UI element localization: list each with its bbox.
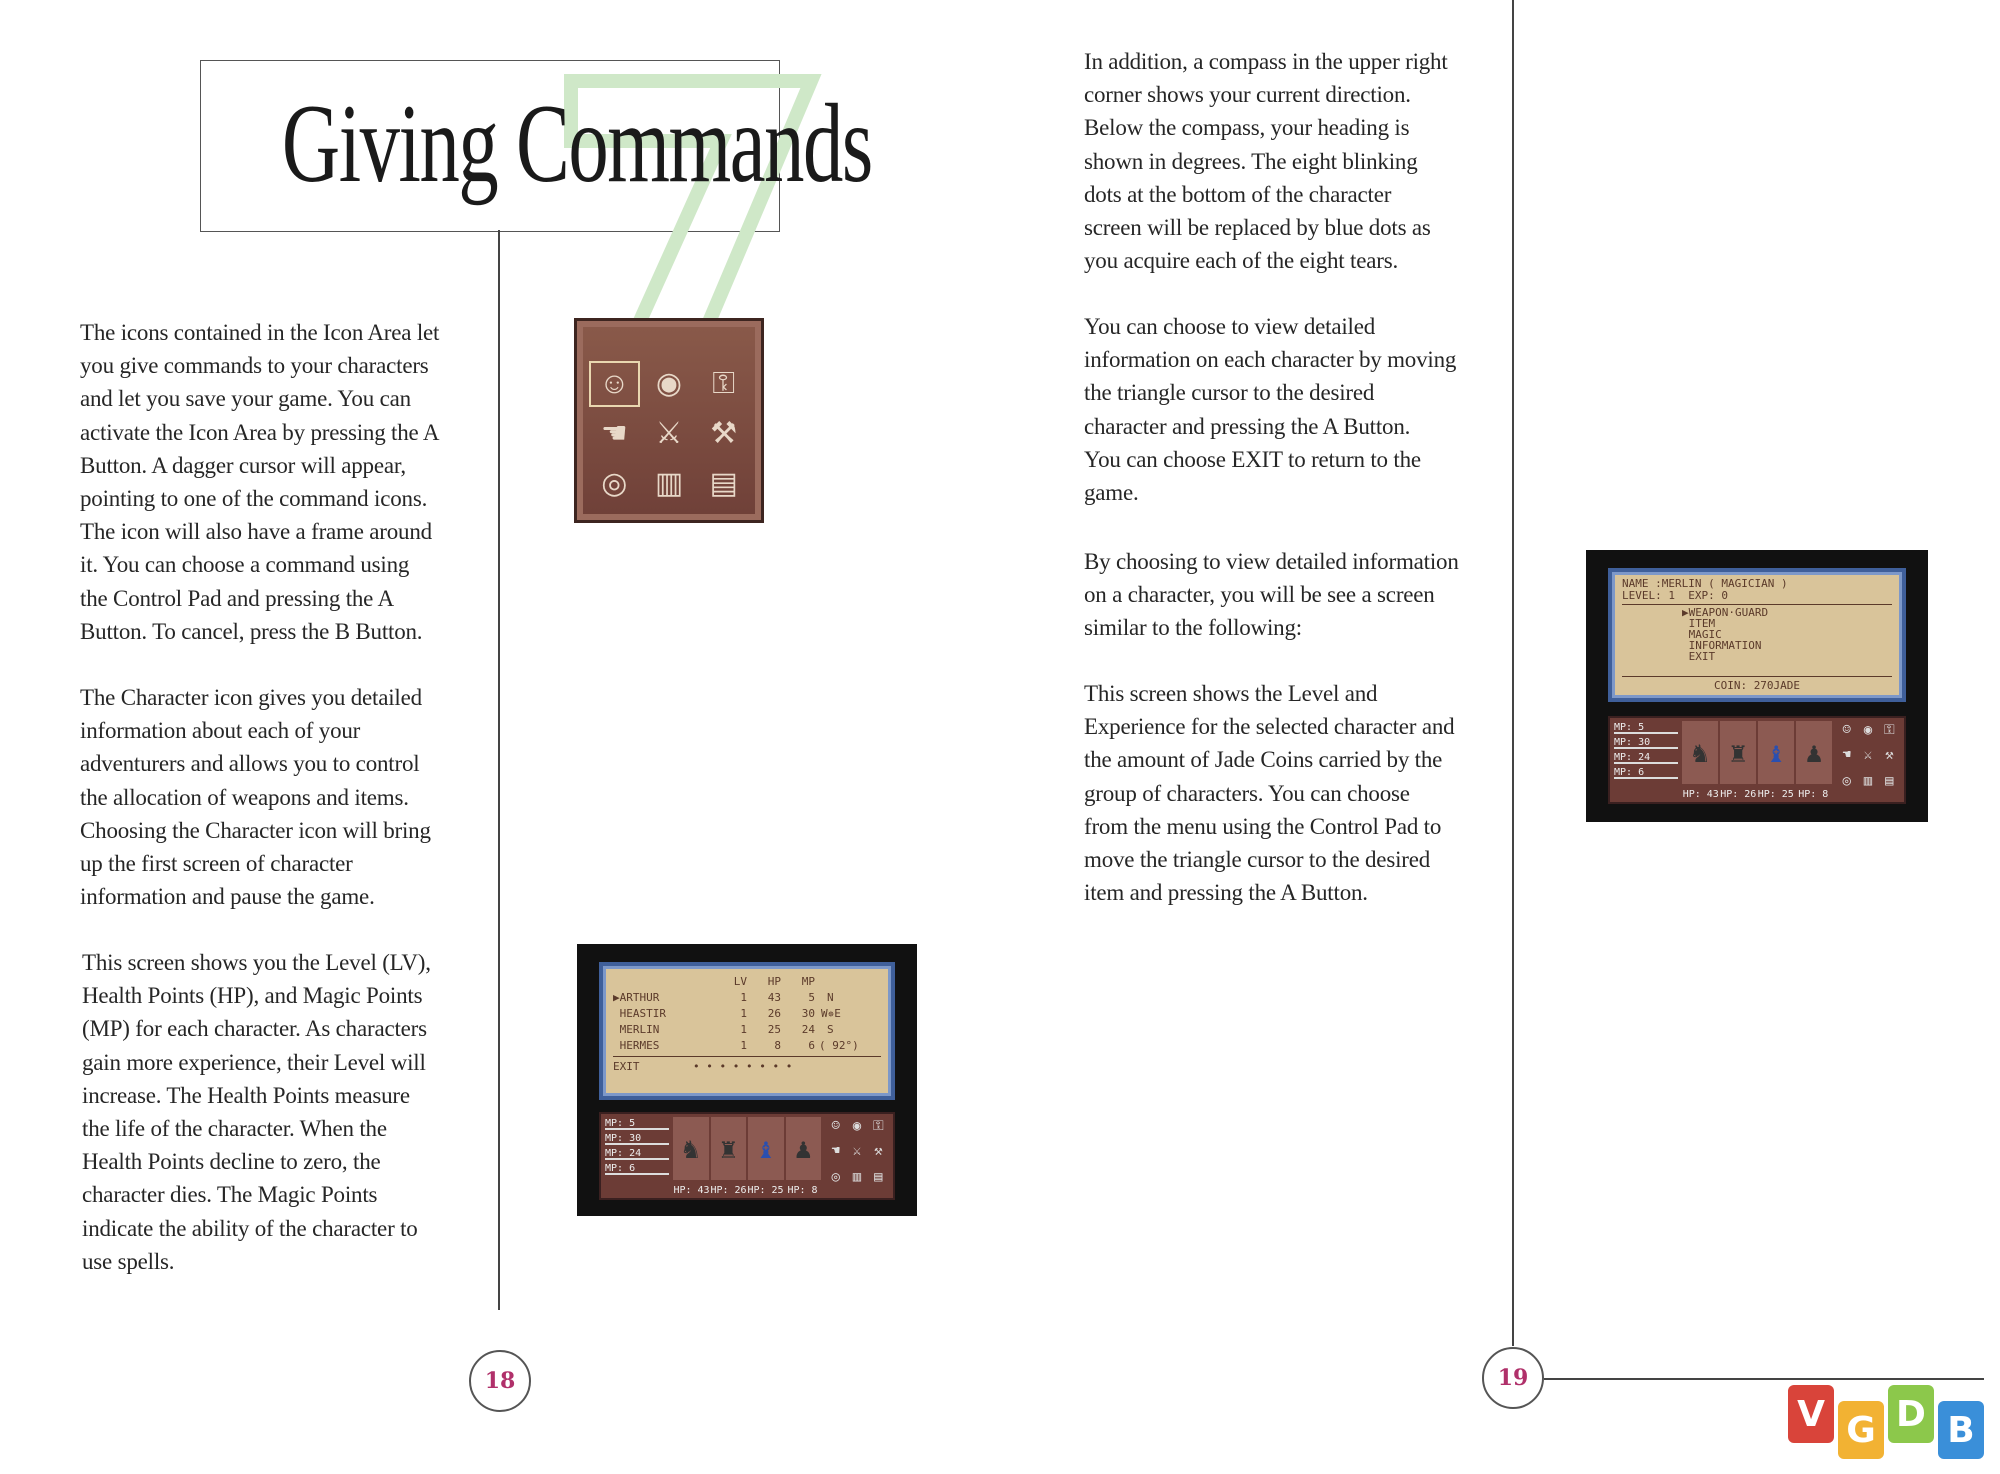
- character-detail-screenshot: [1586, 550, 1928, 822]
- hand-icon: ☚: [600, 416, 628, 450]
- shovel-icon: ⚒: [874, 1143, 883, 1160]
- text-line: (MP) for each character. As characters: [82, 1016, 427, 1042]
- vgdb-d-tile: D: [1888, 1385, 1934, 1443]
- magician-sprite-icon: ♝: [748, 1117, 784, 1180]
- hud-hp: HP: 8: [1798, 789, 1829, 800]
- row-hp: 43: [767, 991, 781, 1004]
- text-line: The icons contained in the Icon Area let: [80, 320, 440, 345]
- character-detail-panel: [1608, 568, 1906, 702]
- text-line: move the triangle cursor to the desired: [1084, 847, 1431, 873]
- eye-icon: ◎: [831, 1168, 840, 1185]
- row-name: HEASTIR: [613, 1007, 666, 1020]
- mini-command-icons: [825, 1118, 889, 1194]
- text-line: item and pressing the A Button.: [1084, 880, 1368, 906]
- character-icon: ☺: [831, 1118, 840, 1134]
- knight-sprite-icon: ♞: [673, 1117, 709, 1180]
- magic-lips-icon: ◉: [1863, 722, 1873, 738]
- text-line: the triangle cursor to the desired: [1084, 380, 1375, 406]
- vgdb-b-tile: B: [1938, 1401, 1984, 1459]
- row-mp: 5: [808, 991, 815, 1004]
- row-mp: 30: [801, 1007, 815, 1020]
- vgdb-g-tile: G: [1838, 1401, 1884, 1459]
- row-lv: 1: [740, 1007, 747, 1020]
- party-status-screenshot: [577, 944, 917, 1216]
- level-line: LEVEL: 1 EXP: 0: [1622, 589, 1728, 602]
- key-icon: ⚿: [873, 1118, 884, 1134]
- text-line: shown in degrees. The eight blinking: [1084, 148, 1418, 174]
- left-column-rule: [498, 230, 500, 1310]
- sword-icon: ⚔: [852, 1143, 862, 1160]
- text-line: Health Points (HP), and Magic Points: [82, 983, 423, 1009]
- text-line: dots at the bottom of the character: [1084, 181, 1392, 207]
- detail-hud: [1608, 716, 1906, 804]
- text-line: information on each character by moving: [1084, 347, 1457, 373]
- door-icon: ▥: [852, 1168, 862, 1185]
- heading-degrees: ( 92°): [819, 1039, 859, 1052]
- tear-dots: • • • • • • • •: [693, 1060, 793, 1073]
- paragraph-icon-area: [80, 316, 439, 648]
- hud-mp: MP: 6: [1614, 767, 1645, 778]
- menu-item: ITEM: [1682, 617, 1716, 630]
- compass-east: E: [834, 1007, 841, 1020]
- text-line: up the first screen of character: [80, 851, 353, 877]
- hud-mp: MP: 30: [605, 1133, 642, 1144]
- hud-mp: MP: 6: [605, 1163, 636, 1174]
- icon-area-screenshot: [574, 318, 764, 523]
- shovel-icon: ⚒: [710, 416, 738, 450]
- party-hud: [599, 1112, 895, 1200]
- party-row: [613, 1038, 881, 1054]
- page-title: Giving Commands: [281, 82, 872, 206]
- character-icon: ☺: [1842, 722, 1851, 738]
- hud-hp: HP: 8: [787, 1185, 818, 1196]
- text-line: game.: [1084, 480, 1139, 506]
- text-line: screen will be replaced by blue dots as: [1084, 215, 1431, 241]
- mini-command-icons: [1836, 722, 1900, 798]
- paragraph-level-experience: [1084, 677, 1454, 909]
- text-line: The icon will also have a frame around: [80, 519, 432, 545]
- text-line: indicate the ability of the character to: [82, 1215, 418, 1241]
- key-icon: ⚿: [1884, 722, 1895, 738]
- name-line: NAME :MERLIN ( MAGICIAN ): [1622, 577, 1788, 590]
- hp-header: HP: [767, 975, 781, 988]
- door-icon: ▥: [1863, 772, 1873, 789]
- text-line: it. You can choose a command using: [80, 552, 410, 578]
- bottom-rule: [1544, 1378, 1984, 1380]
- party-row: [613, 990, 881, 1006]
- text-line: The Character icon gives you detailed: [80, 685, 422, 710]
- text-line: corner shows your current direction.: [1084, 82, 1411, 108]
- hud-hp: HP: 26: [710, 1185, 747, 1196]
- magician-sprite-icon: ♝: [1758, 721, 1794, 784]
- row-mp: 6: [808, 1039, 815, 1052]
- compass-west: W: [821, 1007, 828, 1020]
- magic-lips-icon: ◉: [852, 1118, 862, 1134]
- text-line: pointing to one of the command icons.: [80, 486, 428, 512]
- text-line: activate the Icon Area by pressing the A: [80, 419, 440, 445]
- compass-south: S: [827, 1023, 834, 1036]
- character-icon: ☺: [589, 361, 640, 407]
- door-icon: ▥: [654, 466, 684, 500]
- party-status-panel: [599, 962, 895, 1100]
- text-line: This screen shows you the Level (LV),: [82, 950, 431, 975]
- compass-rose-icon: ✵: [827, 1007, 835, 1020]
- row-name: MERLIN: [613, 1023, 660, 1036]
- text-line: and let you save your game. You can: [80, 386, 411, 412]
- row-lv: 1: [740, 1039, 747, 1052]
- text-line: the allocation of weapons and items.: [80, 784, 409, 810]
- row-name: HERMES: [613, 1039, 660, 1052]
- text-line: By choosing to view detailed information: [1084, 549, 1459, 574]
- paragraph-view-screen: [1084, 545, 1459, 645]
- text-line: Button. To cancel, press the B Button.: [80, 618, 423, 644]
- right-page: [1000, 0, 2000, 1474]
- hud-hp: HP: 26: [1720, 789, 1757, 800]
- hud-mp: MP: 30: [1614, 737, 1651, 748]
- row-hp: 8: [774, 1039, 781, 1052]
- hud-hp: HP: 25: [747, 1185, 784, 1196]
- warrior-sprite-icon: ♜: [1720, 721, 1756, 784]
- hud-hp: HP: 25: [1757, 789, 1794, 800]
- text-line: you give commands to your characters: [80, 353, 429, 379]
- text-line: group of characters. You can choose: [1084, 780, 1410, 806]
- hud-hp: HP: 43: [673, 1185, 710, 1196]
- chest-icon: ▤: [1885, 772, 1894, 789]
- text-line: the life of the character. When the: [82, 1116, 387, 1142]
- menu-magic: MAGIC: [1682, 628, 1722, 641]
- thief-sprite-icon: ♟: [1796, 721, 1832, 784]
- hud-mp: MP: 5: [605, 1118, 636, 1129]
- text-line: This screen shows the Level and: [1084, 681, 1378, 706]
- hand-icon: ☚: [1842, 747, 1851, 764]
- text-line: from the menu using the Control Pad to: [1084, 813, 1442, 839]
- paragraph-compass: [1084, 45, 1448, 277]
- key-icon: ⚿: [712, 366, 736, 400]
- sword-icon: ⚔: [655, 416, 683, 450]
- text-line: Button. A dagger cursor will appear,: [80, 452, 406, 478]
- row-lv: 1: [740, 991, 747, 1004]
- page-number: 18: [469, 1350, 531, 1412]
- text-line: Experience for the selected character and: [1084, 714, 1455, 740]
- text-line: Health Points decline to zero, the: [82, 1149, 381, 1175]
- text-line: Below the compass, your heading is: [1084, 115, 1410, 141]
- magic-lips-icon: ◉: [655, 367, 683, 401]
- menu-information: INFORMATION: [1682, 639, 1762, 652]
- text-line: information about each of your: [80, 718, 361, 744]
- menu-exit: EXIT: [1682, 650, 1716, 663]
- text-line: on a character, you will be see a screen: [1084, 582, 1435, 608]
- text-line: In addition, a compass in the upper right: [1084, 49, 1448, 74]
- hud-mp: MP: 24: [1614, 752, 1651, 763]
- hud-mp: MP: 24: [605, 1148, 642, 1159]
- sword-icon: ⚔: [1863, 747, 1873, 764]
- coin-line: COIN: 270JADE: [1713, 679, 1801, 692]
- vgdb-watermark-logo: [1788, 1385, 1993, 1465]
- text-line: You can choose to view detailed: [1084, 314, 1376, 339]
- text-line: adventurers and allows you to control: [80, 751, 420, 777]
- row-hp: 26: [767, 1007, 781, 1020]
- row-mp: 24: [801, 1023, 815, 1036]
- text-line: the amount of Jade Coins carried by the: [1084, 747, 1443, 773]
- exit-row: [613, 1059, 881, 1075]
- text-line: similar to the following:: [1084, 615, 1302, 641]
- page-number: 19: [1482, 1347, 1544, 1409]
- vgdb-v-tile: V: [1788, 1385, 1834, 1443]
- text-line: information and pause the game.: [80, 884, 375, 910]
- text-line: increase. The Health Points measure: [82, 1082, 410, 1108]
- party-row: [613, 1022, 881, 1038]
- title-box: [200, 60, 872, 232]
- right-column-rule: [1512, 0, 1514, 1346]
- menu-weapon-guard: ▶WEAPON·GUARD: [1682, 606, 1769, 619]
- eye-icon: ◎: [1842, 772, 1851, 789]
- chest-icon: ▤: [874, 1168, 883, 1185]
- eye-icon: ◎: [601, 466, 628, 500]
- text-line: use spells.: [82, 1248, 175, 1274]
- paragraph-character-icon: [80, 681, 431, 913]
- row-name: ▶ARTHUR: [613, 991, 660, 1004]
- hud-mp: MP: 5: [1614, 722, 1645, 733]
- text-line: You can choose EXIT to return to the: [1084, 446, 1421, 472]
- warrior-sprite-icon: ♜: [711, 1117, 747, 1180]
- thief-sprite-icon: ♟: [786, 1117, 822, 1180]
- text-line: gain more experience, their Level will: [82, 1049, 426, 1075]
- text-line: character and pressing the A Button.: [1084, 413, 1411, 439]
- party-header-row: [613, 974, 881, 990]
- paragraph-detailed-info: [1084, 310, 1456, 509]
- knight-sprite-icon: ♞: [1682, 721, 1718, 784]
- chest-icon: ▤: [709, 466, 738, 500]
- text-line: the Control Pad and pressing the A: [80, 585, 394, 611]
- row-lv: 1: [740, 1023, 747, 1036]
- text-line: character dies. The Magic Points: [82, 1182, 378, 1208]
- mp-header: MP: [801, 975, 815, 988]
- hud-hp: HP: 43: [1682, 789, 1719, 800]
- text-line: you acquire each of the eight tears.: [1084, 248, 1399, 274]
- compass-north: N: [827, 991, 834, 1004]
- paragraph-level-hp-mp: [82, 946, 431, 1278]
- lv-header: LV: [733, 975, 747, 988]
- party-row: [613, 1006, 881, 1022]
- text-line: Choosing the Character icon will bring: [80, 817, 431, 843]
- exit-option: EXIT: [613, 1060, 640, 1073]
- hand-icon: ☚: [831, 1143, 840, 1160]
- row-hp: 25: [767, 1023, 781, 1036]
- shovel-icon: ⚒: [1885, 747, 1894, 764]
